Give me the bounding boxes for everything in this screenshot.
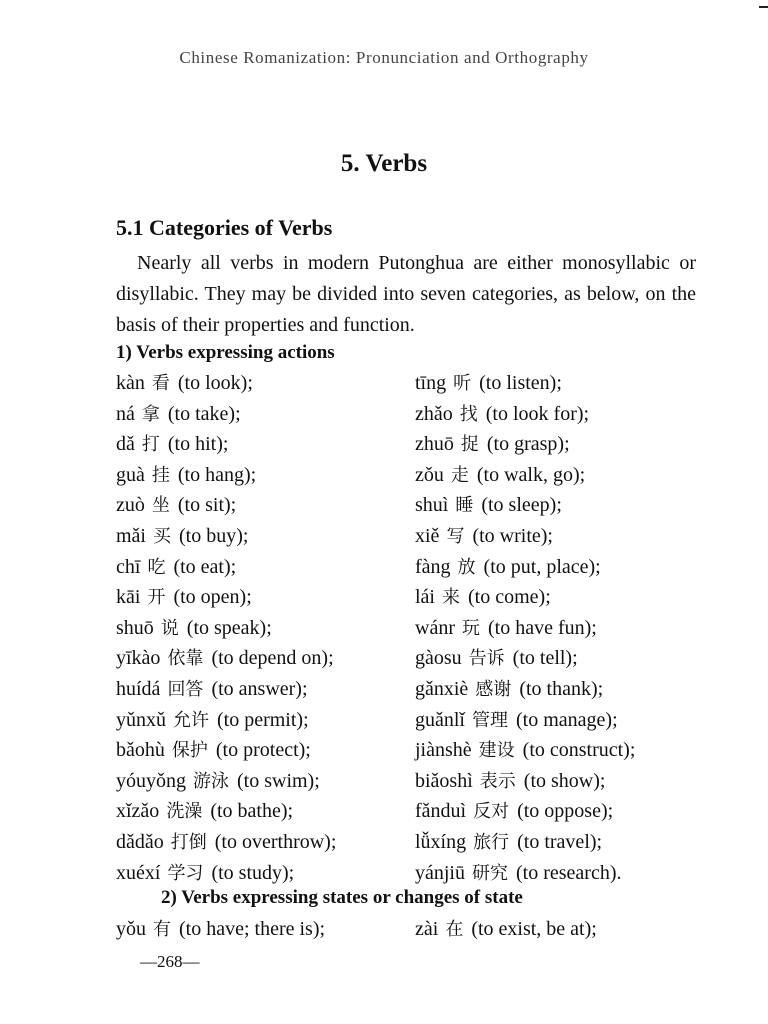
hanzi-text: 走 xyxy=(450,464,469,486)
verb-entry xyxy=(415,766,635,797)
hanzi-text: 坐 xyxy=(151,495,170,517)
hanzi-text: 挂 xyxy=(151,464,170,486)
english-gloss: (to open); xyxy=(173,586,252,609)
hanzi-text: 捉 xyxy=(460,434,479,456)
pinyin-text: yīkào xyxy=(116,647,161,670)
hanzi-text: 学习 xyxy=(167,862,204,884)
pinyin-text: yǔnxǔ xyxy=(116,708,166,731)
english-gloss: (to depend on); xyxy=(211,647,334,670)
hanzi-text: 研究 xyxy=(472,862,508,884)
pinyin-text: wánr xyxy=(415,616,455,639)
pinyin-text: fǎnduì xyxy=(415,800,467,823)
hanzi-text: 有 xyxy=(153,919,171,940)
pinyin-text: bǎohù xyxy=(116,739,165,762)
english-gloss: (to sit); xyxy=(177,494,237,517)
running-head: Chinese Romanization: Pronunciation and Orthography xyxy=(179,48,589,67)
hanzi-text: 玩 xyxy=(461,617,480,639)
english-gloss: (to travel); xyxy=(517,830,603,853)
pinyin-text: yóuyǒng xyxy=(116,769,186,792)
english-gloss: (to write); xyxy=(472,524,553,547)
english-gloss: (to speak); xyxy=(186,616,272,639)
pinyin-text: zhuō xyxy=(415,433,454,456)
hanzi-text: 反对 xyxy=(473,801,510,823)
pinyin-text: xǐzǎo xyxy=(116,800,160,823)
verb-entry xyxy=(415,643,635,674)
pinyin-text: kāi xyxy=(116,586,141,609)
english-gloss: (to eat); xyxy=(173,555,237,578)
hanzi-text: 来 xyxy=(442,587,460,609)
verb-entry xyxy=(116,429,336,460)
pinyin-text: lǚxíng xyxy=(415,830,467,853)
pinyin-text: gǎnxiè xyxy=(415,677,469,700)
hanzi-text: 找 xyxy=(459,403,478,425)
english-gloss: (to manage); xyxy=(516,708,618,731)
pinyin-text: zhǎo xyxy=(415,402,453,425)
verb-entry xyxy=(415,674,635,705)
verb-entry xyxy=(415,368,635,399)
category-1-heading: 1) Verbs expressing actions xyxy=(116,342,335,363)
english-gloss: (to research). xyxy=(516,861,622,884)
verb-entry xyxy=(116,796,336,827)
hanzi-text: 看 xyxy=(151,373,170,394)
hanzi-text: 游泳 xyxy=(193,770,229,792)
english-gloss: (to answer); xyxy=(211,677,308,700)
verb-entry xyxy=(415,858,635,889)
pinyin-text: yánjiū xyxy=(415,861,465,884)
english-gloss: (to look for); xyxy=(485,402,590,425)
category-2-heading: 2) Verbs expressing states or changes of state xyxy=(161,887,523,908)
verb-entry xyxy=(116,399,336,430)
english-gloss: (to listen); xyxy=(479,372,562,394)
hanzi-text: 听 xyxy=(453,373,472,394)
pinyin-text: jiànshè xyxy=(415,739,472,762)
english-gloss: (to oppose); xyxy=(517,800,614,823)
pinyin-text: yǒu xyxy=(116,918,146,940)
verb-entry xyxy=(415,552,635,583)
english-gloss: (to permit); xyxy=(217,708,309,731)
verb-entry xyxy=(415,914,597,945)
hanzi-text: 建设 xyxy=(478,740,515,762)
english-gloss: (to grasp); xyxy=(486,433,570,456)
verb-entry xyxy=(415,705,635,736)
english-gloss: (to swim); xyxy=(237,769,320,792)
pinyin-text: zuò xyxy=(116,494,145,517)
verb-entry xyxy=(116,914,325,945)
pinyin-text: xuéxí xyxy=(116,861,161,884)
section-title: 5.1 Categories of Verbs xyxy=(116,215,333,240)
pinyin-text: guǎnlǐ xyxy=(415,708,465,731)
hanzi-text: 保护 xyxy=(171,740,208,762)
category-1-right-column xyxy=(415,368,635,888)
verb-entry xyxy=(116,460,336,491)
pinyin-text: fàng xyxy=(415,555,451,578)
verb-entry xyxy=(116,521,336,552)
english-gloss: (to walk, go); xyxy=(476,463,586,486)
verb-entry xyxy=(116,643,336,674)
verb-entry xyxy=(415,613,635,644)
english-gloss: (to overthrow); xyxy=(214,830,337,853)
hanzi-text: 吃 xyxy=(147,556,166,578)
english-gloss: (to look); xyxy=(177,372,253,394)
english-gloss: (to protect); xyxy=(215,739,311,762)
verb-entry xyxy=(415,735,635,766)
verb-entry xyxy=(415,399,635,430)
hanzi-text: 打倒 xyxy=(170,831,207,853)
english-gloss: (to hang); xyxy=(177,463,257,486)
verb-entry xyxy=(415,582,635,613)
pinyin-text: kàn xyxy=(116,372,145,394)
english-gloss: (to put, place); xyxy=(483,555,601,578)
english-gloss: (to take); xyxy=(167,402,241,425)
hanzi-text: 洗澡 xyxy=(166,801,203,823)
english-gloss: (to have fun); xyxy=(487,616,597,639)
verb-entry xyxy=(116,613,336,644)
scan-edge-mark xyxy=(759,6,768,8)
pinyin-text: chī xyxy=(116,555,141,578)
verb-entry xyxy=(116,735,336,766)
pinyin-text: xiě xyxy=(415,524,440,547)
english-gloss: (to construct); xyxy=(522,739,636,762)
pinyin-text: tīng xyxy=(415,372,447,394)
verb-entry xyxy=(415,827,635,858)
hanzi-text: 管理 xyxy=(472,709,508,731)
pinyin-text: gàosu xyxy=(415,647,462,670)
english-gloss: (to buy); xyxy=(179,524,249,547)
verb-entry xyxy=(116,705,336,736)
hanzi-text: 写 xyxy=(446,525,465,547)
english-gloss: (to show); xyxy=(523,769,606,792)
category-2-right-column xyxy=(415,914,597,945)
english-gloss: (to exist, be at); xyxy=(471,918,597,940)
hanzi-text: 告诉 xyxy=(468,648,505,670)
intro-paragraph: Nearly all verbs in modern Putonghua are either monosyllabic or disyllabic. They may be divided into seven categories, as below, on the basis of their properties and function. xyxy=(116,252,696,336)
verb-entry xyxy=(415,521,635,552)
pinyin-text: dǎdǎo xyxy=(116,830,164,853)
verb-entry xyxy=(116,368,336,399)
pinyin-text: huídá xyxy=(116,677,161,700)
pinyin-text: dǎ xyxy=(116,433,135,456)
hanzi-text: 感谢 xyxy=(475,678,512,700)
english-gloss: (to sleep); xyxy=(481,494,562,517)
pinyin-text: guà xyxy=(116,463,145,486)
hanzi-text: 放 xyxy=(457,556,476,578)
category-2-left-column xyxy=(116,914,325,945)
english-gloss: (to study); xyxy=(211,861,295,884)
hanzi-text: 开 xyxy=(147,587,166,609)
category-1-left-column xyxy=(116,368,336,888)
english-gloss: (to have; there is); xyxy=(179,918,326,940)
hanzi-text: 回答 xyxy=(167,678,204,700)
pinyin-text: biǎoshì xyxy=(415,769,473,792)
verb-entry xyxy=(116,827,336,858)
pinyin-text: shuō xyxy=(116,616,154,639)
pinyin-text: zài xyxy=(415,918,439,940)
verb-entry xyxy=(116,582,336,613)
verb-entry xyxy=(116,766,336,797)
verb-entry xyxy=(415,490,635,521)
hanzi-text: 在 xyxy=(445,919,464,940)
hanzi-text: 说 xyxy=(160,617,179,639)
english-gloss: (to tell); xyxy=(512,647,578,670)
hanzi-text: 表示 xyxy=(479,770,516,792)
pinyin-text: ná xyxy=(116,402,135,425)
pinyin-text: mǎi xyxy=(116,524,146,547)
verb-entry xyxy=(415,796,635,827)
hanzi-text: 睡 xyxy=(455,495,474,517)
hanzi-text: 打 xyxy=(141,434,160,456)
verb-entry xyxy=(415,429,635,460)
hanzi-text: 允许 xyxy=(173,709,209,731)
english-gloss: (to come); xyxy=(468,586,551,609)
verb-entry xyxy=(415,460,635,491)
chapter-title: 5. Verbs xyxy=(340,150,428,177)
verb-entry xyxy=(116,858,336,889)
hanzi-text: 旅行 xyxy=(473,831,510,853)
verb-entry xyxy=(116,552,336,583)
english-gloss: (to thank); xyxy=(519,677,604,700)
pinyin-text: shuì xyxy=(415,494,449,517)
hanzi-text: 买 xyxy=(153,525,171,547)
verb-entry xyxy=(116,490,336,521)
pinyin-text: zǒu xyxy=(415,463,444,486)
english-gloss: (to hit); xyxy=(167,433,229,456)
pinyin-text: lái xyxy=(415,586,435,609)
english-gloss: (to bathe); xyxy=(210,800,294,823)
verb-entry xyxy=(116,674,336,705)
page-number: —268— xyxy=(140,952,200,971)
hanzi-text: 依靠 xyxy=(167,648,204,670)
hanzi-text: 拿 xyxy=(141,403,160,425)
